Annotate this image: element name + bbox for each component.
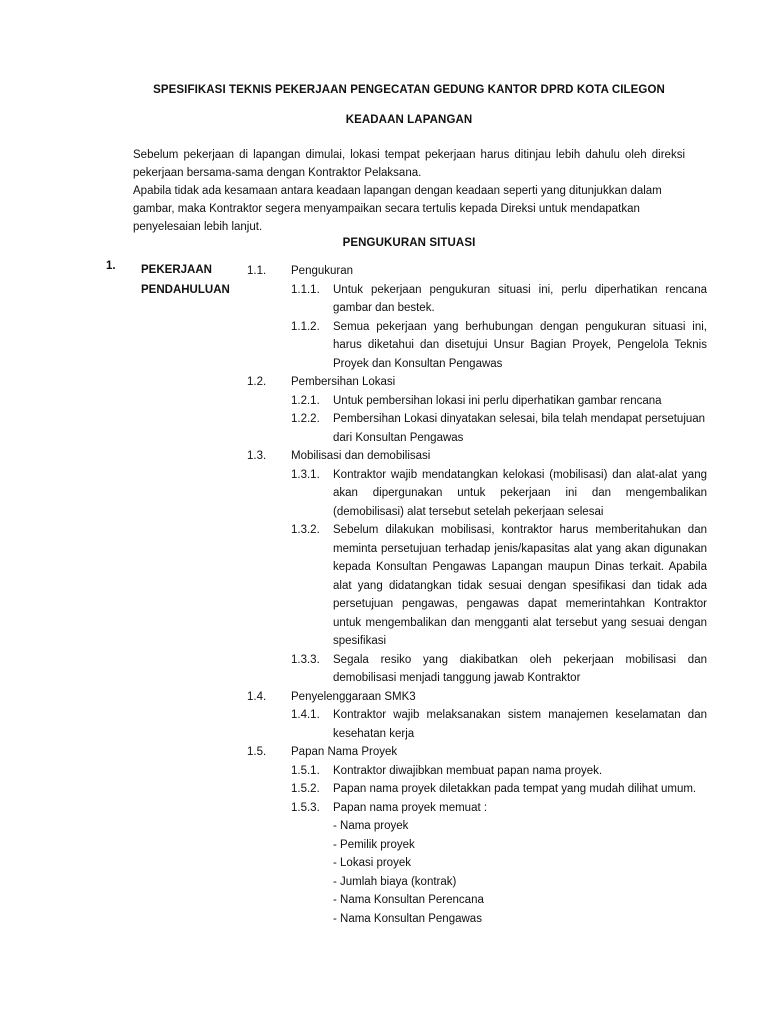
subitem-text: Pembersihan Lokasi dinyatakan selesai, bila telah mendapat persetujuan dari Konsultan Pengawas [333, 413, 706, 444]
list-item: - Pemilik proyek [333, 838, 415, 851]
outline-subitem [0, 318, 768, 374]
outline-subitem [0, 780, 768, 799]
subitem-text: Kontraktor diwajibkan membuat papan nama proyek. [333, 764, 603, 777]
outline-item [0, 262, 768, 281]
item-label: Pembersihan Lokasi [291, 376, 396, 388]
intro-paragraph-2: Apabila tidak ada kesamaan antara keadaan lapangan dengan keadaan seperti yang ditunjukkan dalam gambar, maka Kontraktor segera menyampaikan secara tertulis kepada Direksi untuk mendapatkan penyelesaian lebih lanjut. [133, 185, 662, 233]
subitem-text: Semua pekerjaan yang berhubungan dengan pengukuran situasi ini, harus diketahui dan disetujui Unsur Bagian Proyek, Pengelola Teknis Proyek dan Konsultan Pengawas [333, 320, 707, 370]
outline-subitem [0, 392, 768, 411]
section-title-line-2: PENDAHULUAN [141, 284, 230, 296]
subitem-number: 1.4.1. [291, 709, 320, 721]
subitem-text: Segala resiko yang diakibatkan oleh pekerjaan mobilisasi dan demobilisasi menjadi tanggung jawab Kontraktor [333, 653, 707, 684]
outline-subitem [0, 410, 768, 447]
intro-paragraph-1: Sebelum pekerjaan di lapangan dimulai, lokasi tempat pekerjaan harus ditinjau lebih dahulu oleh direksi pekerjaan bersama-sama dengan Kontraktor Pelaksana. [133, 149, 685, 179]
item-number: 1.3. [247, 450, 267, 462]
subitem-number: 1.3.2. [291, 524, 320, 536]
outline-subitem [0, 706, 768, 743]
subitem-number: 1.2.2. [291, 413, 320, 425]
subitem-text: Untuk pembersihan lokasi ini perlu diperhatikan gambar rencana [333, 394, 662, 407]
item-number: 1.5. [247, 746, 267, 758]
bullet-list [333, 817, 768, 928]
subitem-number: 1.5.3. [291, 801, 320, 814]
item-number: 1.4. [247, 690, 267, 703]
list-item: - Jumlah biaya (kontrak) [333, 875, 457, 888]
subitem-number: 1.2.1. [291, 394, 320, 407]
section-title-line-1: PEKERJAAN [141, 264, 212, 276]
outline-subitem [0, 521, 768, 651]
item-label: Mobilisasi dan demobilisasi [291, 450, 431, 462]
subitem-text: Sebelum dilakukan mobilisasi, kontraktor harus memberitahukan dan meminta persetujuan terhadap jenis/kapasitas alat yang akan digunakan kepada Konsultan Pengawas Lapangan maupun Dinas terkait. Apabila alat yang didatangkan tidak sesuai dengan spesifikasi dan tidak ada persetujuan pengawas, pengawas dapat memerintahkan Kontraktor untuk mengembalikan dan mengganti alat tersebut yang sesuai dengan spesifikasi [333, 524, 707, 647]
outline-subitem [0, 799, 768, 818]
subitem-number: 1.1.2. [291, 320, 320, 333]
intro-section [133, 146, 685, 236]
item-number: 1.2. [247, 376, 267, 388]
item-number: 1.1. [247, 265, 267, 277]
outline-item [0, 447, 768, 466]
heading-keadaan-lapangan: KEADAAN LAPANGAN [345, 114, 473, 126]
list-item: - Lokasi proyek [333, 857, 411, 869]
subitem-text: Papan nama proyek memuat : [333, 801, 488, 814]
subitem-text: Untuk pekerjaan pengukuran situasi ini, perlu diperhatikan rencana gambar dan bestek. [333, 283, 707, 314]
subitem-text: Kontraktor wajib melaksanakan sistem manajemen keselamatan dan kesehatan kerja [333, 709, 707, 740]
outline-subitem [0, 762, 768, 781]
subitem-number: 1.5.1. [291, 764, 320, 777]
outline-subitem [0, 466, 768, 522]
list-item: - Nama proyek [333, 820, 409, 832]
list-item: - Nama Konsultan Pengawas [333, 912, 482, 925]
item-label: Papan Nama Proyek [291, 746, 398, 758]
outline-item [0, 373, 768, 392]
item-label: Pengukuran [291, 265, 354, 277]
section-number: 1. [106, 260, 116, 272]
heading-pengukuran-situasi: PENGUKURAN SITUASI [342, 237, 476, 249]
outline-subitem [0, 281, 768, 318]
outline-item [0, 743, 768, 762]
section-outline [0, 262, 768, 928]
subitem-text: Papan nama proyek diletakkan pada tempat yang mudah dilihat umum. [333, 783, 697, 795]
subitem-number: 1.3.3. [291, 653, 320, 666]
outline-subitem [0, 651, 768, 688]
subitem-number: 1.3.1. [291, 468, 320, 481]
subitem-text: Kontraktor wajib mendatangkan kelokasi (mobilisasi) dan alat-alat yang akan dipergunakan untuk pekerjaan ini dan mengembalikan (demobilisasi) alat tersebut setelah pekerjaan selesai [333, 468, 707, 518]
subitem-number: 1.1.1. [291, 283, 320, 296]
outline-item [0, 688, 768, 707]
item-label: Penyelenggaraan SMK3 [291, 690, 416, 703]
list-item: - Nama Konsultan Perencana [333, 894, 484, 906]
subitem-number: 1.5.2. [291, 783, 320, 795]
document-title: SPESIFIKASI TEKNIS PEKERJAAN PENGECATAN GEDUNG KANTOR DPRD KOTA CILEGON [153, 84, 665, 96]
